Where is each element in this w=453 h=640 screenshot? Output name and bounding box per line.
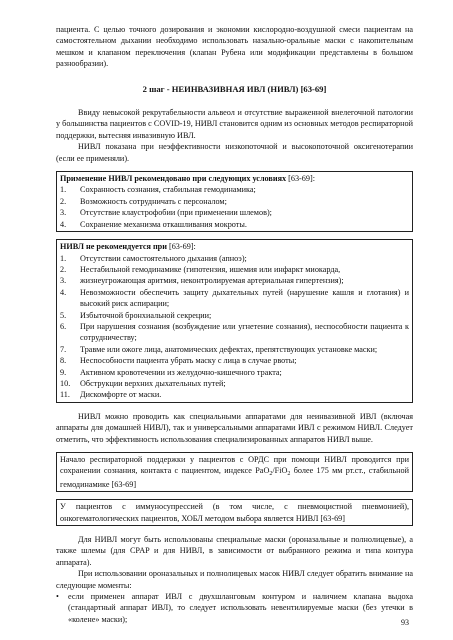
list-item: 4. Сохранение механизма откашливания мокроты. — [60, 219, 247, 229]
list-item: 9. Активном кровотечении из желудочно-кишечного тракта; — [60, 367, 282, 377]
list-item: 1. Отсутствии самостоятельного дыхания (апноэ); — [60, 253, 247, 263]
paragraph-indication: НИВЛ показана при неэффективности низкопоточной и высокопоточной оксигенотерапии (если ее применяли). — [56, 142, 413, 163]
notes-list — [56, 591, 413, 625]
list-item: 3. Отсутствие клаустрофобии (при применении шлемов); — [60, 208, 272, 218]
list-item: 10. Обструкции верхних дыхательных путей; — [60, 378, 226, 388]
list-item: 2. Нестабильной гемодинамике (гипотензия, ишемия или инфаркт миокарда, — [60, 264, 341, 274]
immunosuppression-text: У пациентов с иммуносупрессией (в том числе, с пневмоцистной пневмонией), онкогематологических пациентов, ХОБЛ методом выбора является НИВЛ [63-69] — [60, 502, 409, 523]
criteria-text: Начало респираторной поддержки у пациентов с ОРДС при помощи НИВЛ проводится при сохранении сознания, контакта с пациентом, индексе PaO$_2$/FiO$_2$ более 175 мм рт.ст., стабильной гемодинамике [63-69] — [60, 455, 409, 489]
recommended-conditions-list — [60, 184, 409, 230]
recommended-conditions-title: Применение НИВЛ рекомендовано при следующих условиях [63-69]: — [60, 174, 315, 184]
paragraph-attention: При использовании ороназальных и полнолицевых масок НИВЛ следует обратить внимание на следующие моменты: — [56, 569, 413, 590]
list-item: 6. При нарушения сознания (возбуждение или угнетение сознания), неспособности пациента к сотрудничеству; — [60, 321, 409, 343]
section-heading: 2 шаг - НЕИНВАЗИВНАЯ ИВЛ (НИВЛ) [63-69] — [142, 83, 327, 94]
criteria-box — [56, 452, 413, 492]
paragraph-devices: НИВЛ можно проводить как специальными аппаратами для неинвазивной ИВЛ (включая аппараты для домашней НИВЛ), так и универсальными аппаратами ИВЛ с режимом НИВЛ. Следует отметить, что эффективность использования специализированных аппаратов НИВЛ выше. — [56, 411, 413, 444]
list-item: • если применен аппарат ИВЛ с двухшланговым контуром и наличием клапана выдоха (стандартный аппарат ИВЛ), то следует использовать невентилируемые маски (без утечки в «колене» маски); — [56, 592, 413, 624]
paragraph-rationale: Ввиду невысокой рекрутабельности альвеол и отсутствие выраженной внелегочной патологии у большинства пациентов с COVID-19, НИВЛ становится одним из основных методов респираторной поддержки, вытесняя инвазивную ИВЛ. — [56, 108, 413, 140]
list-item: 5. Избыточной бронхиальной секреции; — [60, 310, 212, 320]
immunosuppression-box — [56, 499, 413, 526]
list-item: 2. Возможность сотрудничать с персоналом; — [60, 196, 227, 206]
list-item: 8. Неспособности пациента убрать маску с лица в случае рвоты; — [60, 356, 297, 366]
list-item: 11. Дискомфорте от маски. — [60, 390, 162, 400]
document-page — [56, 24, 413, 625]
list-item: 3. жизнеугрожающая аритмия, неконтролируемая артериальная гипертензия); — [60, 276, 344, 286]
list-item: 7. Травме или ожоге лица, анатомических дефектах, препятствующих установке маски; — [60, 344, 378, 354]
list-item: 1. Сохранность сознания, стабильная гемодинамика; — [60, 185, 256, 195]
recommended-conditions-box — [56, 171, 413, 232]
list-item: 4. Невозможности обеспечить защиту дыхательных путей (нарушение кашля и глотания) и высокий риск аспирации; — [60, 287, 409, 309]
paragraph-masks: Для НИВЛ могут быть использованы специальные маски (ороназальные и полнолицевые), а также шлемы (для CPAP и для НИВЛ, в зависимости от выбранного режима и типа контура аппарата). — [56, 535, 413, 567]
contraindications-title: НИВЛ не рекомендуется при [63-69]: — [60, 242, 196, 252]
contraindications-list — [60, 253, 409, 401]
contraindications-box — [56, 239, 413, 403]
page-number: 93 — [401, 618, 409, 627]
intro-paragraph: пациента. С целью точного дозирования и экономии кислородно-воздушной смеси пациентам на самостоятельном дыхании необходимо использовать назально-оральные маски с накопительным мешком и клапаном переключения (клапан Рубена или модификации представлены в большом разнообразии). — [56, 25, 413, 69]
